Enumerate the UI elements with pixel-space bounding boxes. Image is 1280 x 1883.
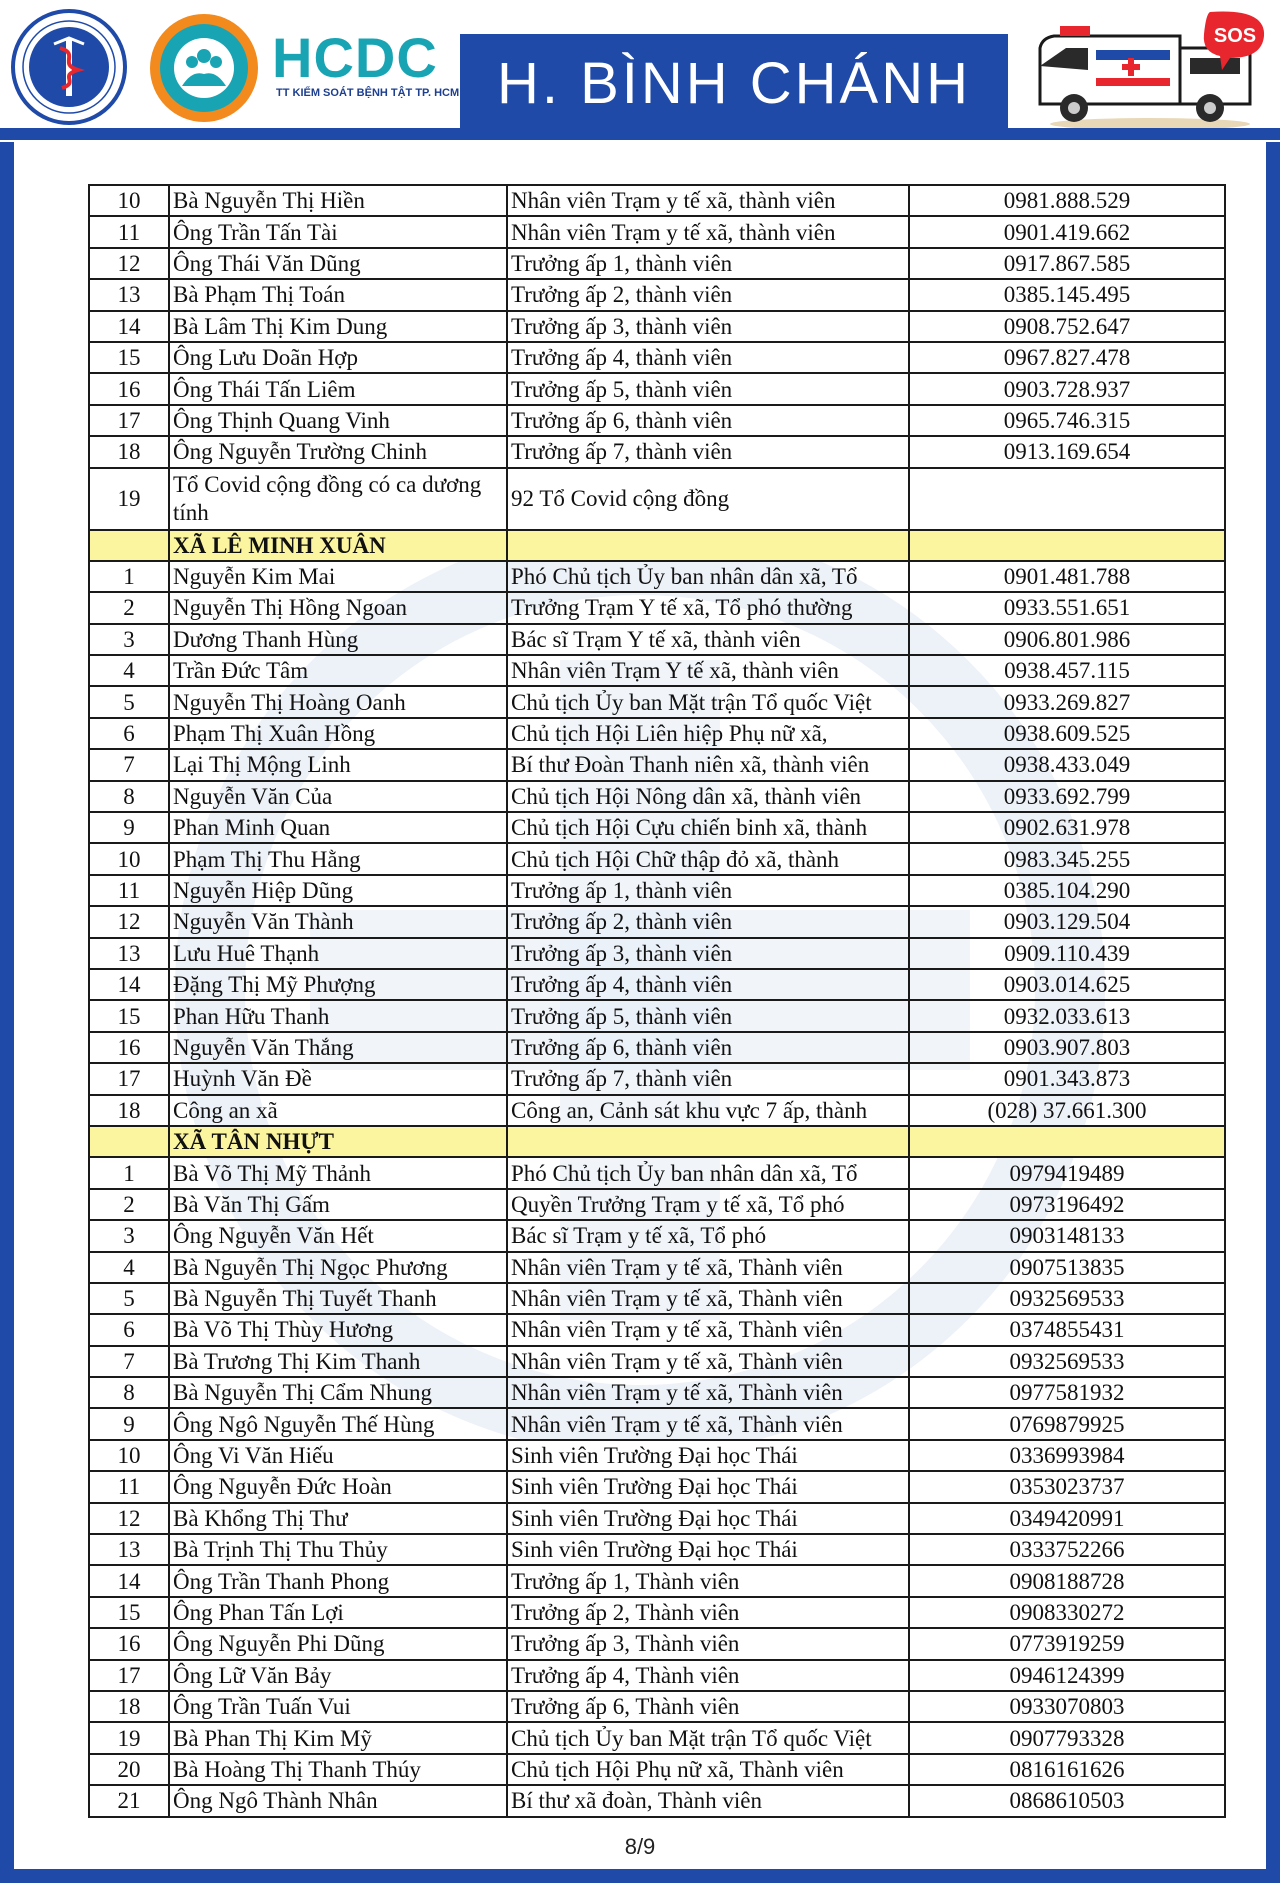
phone-number: 0906.801.986 xyxy=(909,624,1225,655)
member-role: Công an, Cảnh sát khu vực 7 ấp, thành xyxy=(507,1095,909,1126)
member-name: Bà Trương Thị Kim Thanh xyxy=(169,1346,507,1377)
member-role: Trưởng ấp 4, thành viên xyxy=(507,969,909,1000)
row-number: 7 xyxy=(89,749,169,780)
member-role: Nhân viên Trạm y tế xã, Thành viên xyxy=(507,1252,909,1283)
row-number: 3 xyxy=(89,624,169,655)
table-row xyxy=(89,561,1225,592)
row-number: 6 xyxy=(89,1314,169,1345)
member-role: Trưởng ấp 6, Thành viên xyxy=(507,1691,909,1722)
row-number: 9 xyxy=(89,812,169,843)
member-name: Ông Trần Thanh Phong xyxy=(169,1565,507,1596)
member-role: Trưởng ấp 1, thành viên xyxy=(507,248,909,279)
phone-number: 0769879925 xyxy=(909,1408,1225,1439)
member-name: Công an xã xyxy=(169,1095,507,1126)
phone-number: 0385.104.290 xyxy=(909,875,1225,906)
row-number: 11 xyxy=(89,216,169,247)
member-name: Ông Nguyễn Văn Hết xyxy=(169,1220,507,1251)
section-role-cell xyxy=(507,1126,909,1157)
member-role: Quyền Trưởng Trạm y tế xã, Tổ phó xyxy=(507,1189,909,1220)
member-name: Bà Nguyễn Thị Ngọc Phương xyxy=(169,1252,507,1283)
row-number: 18 xyxy=(89,1691,169,1722)
table-row xyxy=(89,749,1225,780)
phone-number: 0933.269.827 xyxy=(909,686,1225,717)
row-number: 8 xyxy=(89,1377,169,1408)
phone-number: 0938.433.049 xyxy=(909,749,1225,780)
contact-table-body xyxy=(89,185,1225,1817)
member-name: Ông Thái Văn Dũng xyxy=(169,248,507,279)
member-name: Bà Khổng Thị Thư xyxy=(169,1503,507,1534)
member-role: Bác sĩ Trạm y tế xã, Tổ phó xyxy=(507,1220,909,1251)
phone-number: 0353023737 xyxy=(909,1471,1225,1502)
member-name: Bà Nguyễn Thị Hiền xyxy=(169,185,507,216)
phone-number: 0909.110.439 xyxy=(909,938,1225,969)
table-row xyxy=(89,1157,1225,1188)
phone-number: 0903.907.803 xyxy=(909,1032,1225,1063)
table-row xyxy=(89,1565,1225,1596)
table-row xyxy=(89,1440,1225,1471)
member-role: Trưởng ấp 5, thành viên xyxy=(507,373,909,404)
table-row xyxy=(89,1283,1225,1314)
table-row xyxy=(89,1314,1225,1345)
member-role: Chủ tịch Ủy ban Mặt trận Tổ quốc Việt xyxy=(507,1722,909,1753)
phone-number: 0965.746.315 xyxy=(909,405,1225,436)
section-title: XÃ TÂN NHỰT xyxy=(169,1126,507,1157)
phone-number: 0903.728.937 xyxy=(909,373,1225,404)
row-number: 2 xyxy=(89,592,169,623)
phone-number: 0349420991 xyxy=(909,1503,1225,1534)
member-name: Tổ Covid cộng đồng có ca dương tính xyxy=(169,468,507,530)
table-row xyxy=(89,655,1225,686)
member-name: Bà Phạm Thị Toán xyxy=(169,279,507,310)
table-row xyxy=(89,686,1225,717)
phone-number: 0983.345.255 xyxy=(909,843,1225,874)
phone-number: 0917.867.585 xyxy=(909,248,1225,279)
row-number: 17 xyxy=(89,1660,169,1691)
row-number: 12 xyxy=(89,906,169,937)
table-row xyxy=(89,1252,1225,1283)
table-row xyxy=(89,1189,1225,1220)
table-row xyxy=(89,1722,1225,1753)
row-number: 13 xyxy=(89,279,169,310)
table-row xyxy=(89,405,1225,436)
member-name: Lại Thị Mộng Linh xyxy=(169,749,507,780)
section-role-cell xyxy=(507,530,909,561)
table-row xyxy=(89,1471,1225,1502)
row-number: 13 xyxy=(89,938,169,969)
phone-number: 0868610503 xyxy=(909,1785,1225,1816)
phone-number: 0902.631.978 xyxy=(909,812,1225,843)
phone-number: 0907513835 xyxy=(909,1252,1225,1283)
row-number: 15 xyxy=(89,1000,169,1031)
member-name: Bà Phan Thị Kim Mỹ xyxy=(169,1722,507,1753)
phone-number: 0903.014.625 xyxy=(909,969,1225,1000)
row-number: 1 xyxy=(89,561,169,592)
row-number: 12 xyxy=(89,1503,169,1534)
member-role: Trưởng ấp 4, Thành viên xyxy=(507,1660,909,1691)
phone-number: 0933.551.651 xyxy=(909,592,1225,623)
row-number: 17 xyxy=(89,1063,169,1094)
district-title: H. BÌNH CHÁNH xyxy=(496,51,972,116)
member-role: Trưởng ấp 1, Thành viên xyxy=(507,1565,909,1596)
row-number: 18 xyxy=(89,436,169,467)
table-row xyxy=(89,1691,1225,1722)
member-role: Bí thư xã đoàn, Thành viên xyxy=(507,1785,909,1816)
member-role: Trưởng ấp 7, thành viên xyxy=(507,1063,909,1094)
ambulance-sos-icon xyxy=(1030,8,1270,132)
table-row xyxy=(89,718,1225,749)
member-role: Trưởng ấp 1, thành viên xyxy=(507,875,909,906)
member-name: Ông Nguyễn Đức Hoàn xyxy=(169,1471,507,1502)
phone-number: 0901.343.873 xyxy=(909,1063,1225,1094)
table-row xyxy=(89,373,1225,404)
table-row xyxy=(89,279,1225,310)
phone-number: 0908188728 xyxy=(909,1565,1225,1596)
member-role: Chủ tịch Hội Chữ thập đỏ xã, thành xyxy=(507,843,909,874)
row-number: 5 xyxy=(89,686,169,717)
member-name: Ông Thịnh Quang Vinh xyxy=(169,405,507,436)
section-title: XÃ LÊ MINH XUÂN xyxy=(169,530,507,561)
member-role: Chủ tịch Ủy ban Mặt trận Tổ quốc Việt xyxy=(507,686,909,717)
row-number: 19 xyxy=(89,1722,169,1753)
phone-number: 0938.609.525 xyxy=(909,718,1225,749)
member-role: Chủ tịch Hội Liên hiệp Phụ nữ xã, xyxy=(507,718,909,749)
section-phone-cell xyxy=(909,1126,1225,1157)
row-number: 16 xyxy=(89,1032,169,1063)
table-row xyxy=(89,592,1225,623)
row-number: 11 xyxy=(89,1471,169,1502)
row-number: 16 xyxy=(89,1628,169,1659)
hcdc-subtitle: TT KIỂM SOÁT BỆNH TẬT TP. HCM xyxy=(276,87,460,99)
row-number: 4 xyxy=(89,655,169,686)
row-number: 14 xyxy=(89,311,169,342)
member-name: Ông Ngô Nguyễn Thế Hùng xyxy=(169,1408,507,1439)
member-name: Phan Hữu Thanh xyxy=(169,1000,507,1031)
member-name: Bà Nguyễn Thị Tuyết Thanh xyxy=(169,1283,507,1314)
phone-number: 0981.888.529 xyxy=(909,185,1225,216)
phone-number: 0816161626 xyxy=(909,1754,1225,1785)
member-role: Chủ tịch Hội Nông dân xã, thành viên xyxy=(507,781,909,812)
member-role: Nhân viên Trạm y tế xã, thành viên xyxy=(507,185,909,216)
row-number: 2 xyxy=(89,1189,169,1220)
member-name: Bà Nguyễn Thị Cẩm Nhung xyxy=(169,1377,507,1408)
member-role: Trưởng ấp 2, thành viên xyxy=(507,906,909,937)
row-number: 3 xyxy=(89,1220,169,1251)
table-row xyxy=(89,216,1225,247)
member-role: Chủ tịch Hội Phụ nữ xã, Thành viên xyxy=(507,1754,909,1785)
member-role: Trưởng ấp 4, thành viên xyxy=(507,342,909,373)
member-role: Nhân viên Trạm y tế xã, Thành viên xyxy=(507,1314,909,1345)
member-name: Ông Trần Tấn Tài xyxy=(169,216,507,247)
table-row xyxy=(89,311,1225,342)
row-number: 11 xyxy=(89,875,169,906)
member-name: Bà Võ Thị Mỹ Thảnh xyxy=(169,1157,507,1188)
section-number-cell xyxy=(89,1126,169,1157)
member-role: Trưởng ấp 2, Thành viên xyxy=(507,1597,909,1628)
member-role: Sinh viên Trường Đại học Thái xyxy=(507,1534,909,1565)
member-name: Ông Phan Tấn Lợi xyxy=(169,1597,507,1628)
phone-number: 0336993984 xyxy=(909,1440,1225,1471)
member-name: Ông Nguyễn Trường Chinh xyxy=(169,436,507,467)
member-role: Trưởng ấp 7, thành viên xyxy=(507,436,909,467)
table-row xyxy=(89,1377,1225,1408)
phone-number: 0946124399 xyxy=(909,1660,1225,1691)
table-row xyxy=(89,342,1225,373)
member-name: Đặng Thị Mỹ Phượng xyxy=(169,969,507,1000)
section-header-row xyxy=(89,1126,1225,1157)
member-name: Ông Ngô Thành Nhân xyxy=(169,1785,507,1816)
row-number: 10 xyxy=(89,1440,169,1471)
member-role: Trưởng ấp 6, thành viên xyxy=(507,1032,909,1063)
phone-number: 0907793328 xyxy=(909,1722,1225,1753)
row-number: 21 xyxy=(89,1785,169,1816)
member-role: Nhân viên Trạm Y tế xã, thành viên xyxy=(507,655,909,686)
phone-number: 0938.457.115 xyxy=(909,655,1225,686)
member-name: Bà Hoàng Thị Thanh Thúy xyxy=(169,1754,507,1785)
member-name: Dương Thanh Hùng xyxy=(169,624,507,655)
row-number: 6 xyxy=(89,718,169,749)
row-number: 1 xyxy=(89,1157,169,1188)
phone-number xyxy=(909,468,1225,530)
row-number: 14 xyxy=(89,1565,169,1596)
row-number: 9 xyxy=(89,1408,169,1439)
table-row xyxy=(89,185,1225,216)
phone-number: 0333752266 xyxy=(909,1534,1225,1565)
phone-number: 0979419489 xyxy=(909,1157,1225,1188)
page-number: 8/9 xyxy=(624,1834,656,1859)
table-row xyxy=(89,812,1225,843)
member-role: Trưởng ấp 5, thành viên xyxy=(507,1000,909,1031)
table-row xyxy=(89,1346,1225,1377)
district-banner xyxy=(460,34,1008,130)
row-number: 15 xyxy=(89,1597,169,1628)
table-row xyxy=(89,1785,1225,1816)
member-name: Ông Vi Văn Hiếu xyxy=(169,1440,507,1471)
table-row xyxy=(89,1628,1225,1659)
row-number: 7 xyxy=(89,1346,169,1377)
member-role: Bí thư Đoàn Thanh niên xã, thành viên xyxy=(507,749,909,780)
member-name: Nguyễn Thị Hoàng Oanh xyxy=(169,686,507,717)
member-role: Nhân viên Trạm y tế xã, Thành viên xyxy=(507,1283,909,1314)
table-row xyxy=(89,1063,1225,1094)
member-role: Sinh viên Trường Đại học Thái xyxy=(507,1440,909,1471)
sos-label: SOS xyxy=(1213,25,1257,47)
member-name: Nguyễn Hiệp Dũng xyxy=(169,875,507,906)
table-row xyxy=(89,1095,1225,1126)
member-name: Trần Đức Tâm xyxy=(169,655,507,686)
phone-number: 0932569533 xyxy=(909,1283,1225,1314)
phone-number: 0374855431 xyxy=(909,1314,1225,1345)
table-row xyxy=(89,938,1225,969)
table-row xyxy=(89,1660,1225,1691)
phone-number: 0933.692.799 xyxy=(909,781,1225,812)
member-name: Nguyễn Kim Mai xyxy=(169,561,507,592)
hcdc-logo-icon xyxy=(148,12,260,124)
member-name: Bà Trịnh Thị Thu Thủy xyxy=(169,1534,507,1565)
row-number: 13 xyxy=(89,1534,169,1565)
member-name: Ông Lưu Doãn Hợp xyxy=(169,342,507,373)
member-role: Trưởng ấp 3, thành viên xyxy=(507,311,909,342)
table-row xyxy=(89,969,1225,1000)
row-number: 14 xyxy=(89,969,169,1000)
phone-number: (028) 37.661.300 xyxy=(909,1095,1225,1126)
table-row xyxy=(89,1220,1225,1251)
member-name: Phạm Thị Thu Hằng xyxy=(169,843,507,874)
member-role: 92 Tổ Covid cộng đồng xyxy=(507,468,909,530)
row-number: 20 xyxy=(89,1754,169,1785)
member-name: Ông Thái Tấn Liêm xyxy=(169,373,507,404)
member-name: Bà Lâm Thị Kim Dung xyxy=(169,311,507,342)
member-name: Nguyễn Văn Thắng xyxy=(169,1032,507,1063)
member-role: Nhân viên Trạm y tế xã, Thành viên xyxy=(507,1346,909,1377)
row-number: 5 xyxy=(89,1283,169,1314)
member-name: Huỳnh Văn Đề xyxy=(169,1063,507,1094)
table-row xyxy=(89,468,1225,530)
phone-number: 0913.169.654 xyxy=(909,436,1225,467)
phone-number: 0908330272 xyxy=(909,1597,1225,1628)
phone-number: 0932569533 xyxy=(909,1346,1225,1377)
phone-number: 0908.752.647 xyxy=(909,311,1225,342)
table-row xyxy=(89,1754,1225,1785)
member-name: Ông Trần Tuấn Vui xyxy=(169,1691,507,1722)
table-row xyxy=(89,1503,1225,1534)
member-role: Trưởng ấp 3, thành viên xyxy=(507,938,909,969)
member-name: Ông Lữ Văn Bảy xyxy=(169,1660,507,1691)
phone-number: 0973196492 xyxy=(909,1189,1225,1220)
row-number: 4 xyxy=(89,1252,169,1283)
member-role: Sinh viên Trường Đại học Thái xyxy=(507,1471,909,1502)
phone-number: 0903.129.504 xyxy=(909,906,1225,937)
member-name: Bà Văn Thị Gấm xyxy=(169,1189,507,1220)
table-row xyxy=(89,1000,1225,1031)
row-number: 10 xyxy=(89,185,169,216)
table-row xyxy=(89,875,1225,906)
table-row xyxy=(89,1408,1225,1439)
header-divider xyxy=(0,128,1280,140)
member-name: Ông Nguyễn Phi Dũng xyxy=(169,1628,507,1659)
hcdc-title: HCDC xyxy=(272,26,438,89)
member-role: Phó Chủ tịch Ủy ban nhân dân xã, Tổ xyxy=(507,1157,909,1188)
member-role: Bác sĩ Trạm Y tế xã, thành viên xyxy=(507,624,909,655)
table-row xyxy=(89,624,1225,655)
table-row xyxy=(89,1032,1225,1063)
member-role: Trưởng ấp 2, thành viên xyxy=(507,279,909,310)
phone-number: 0385.145.495 xyxy=(909,279,1225,310)
row-number: 12 xyxy=(89,248,169,279)
contact-table xyxy=(88,184,1226,1818)
section-header-row xyxy=(89,530,1225,561)
row-number: 18 xyxy=(89,1095,169,1126)
member-name: Nguyễn Thị Hồng Ngoan xyxy=(169,592,507,623)
phone-number: 0903148133 xyxy=(909,1220,1225,1251)
page-header xyxy=(0,0,1280,142)
row-number: 10 xyxy=(89,843,169,874)
phone-number: 0977581932 xyxy=(909,1377,1225,1408)
member-name: Nguyễn Văn Thành xyxy=(169,906,507,937)
table-row xyxy=(89,248,1225,279)
table-row xyxy=(89,1534,1225,1565)
section-number-cell xyxy=(89,530,169,561)
member-role: Trưởng Trạm Y tế xã, Tổ phó thường xyxy=(507,592,909,623)
phone-number: 0933070803 xyxy=(909,1691,1225,1722)
member-role: Trưởng ấp 3, Thành viên xyxy=(507,1628,909,1659)
member-name: Phan Minh Quan xyxy=(169,812,507,843)
phone-number: 0932.033.613 xyxy=(909,1000,1225,1031)
table-row xyxy=(89,436,1225,467)
member-role: Chủ tịch Hội Cựu chiến binh xã, thành xyxy=(507,812,909,843)
row-number: 16 xyxy=(89,373,169,404)
member-name: Lưu Huê Thạnh xyxy=(169,938,507,969)
member-name: Phạm Thị Xuân Hồng xyxy=(169,718,507,749)
table-row xyxy=(89,1597,1225,1628)
member-name: Bà Võ Thị Thùy Hương xyxy=(169,1314,507,1345)
row-number: 15 xyxy=(89,342,169,373)
phone-number: 0901.419.662 xyxy=(909,216,1225,247)
phone-number: 0901.481.788 xyxy=(909,561,1225,592)
member-role: Phó Chủ tịch Ủy ban nhân dân xã, Tổ xyxy=(507,561,909,592)
phone-number: 0967.827.478 xyxy=(909,342,1225,373)
row-number: 8 xyxy=(89,781,169,812)
table-row xyxy=(89,906,1225,937)
member-role: Nhân viên Trạm y tế xã, Thành viên xyxy=(507,1377,909,1408)
member-role: Nhân viên Trạm y tế xã, Thành viên xyxy=(507,1408,909,1439)
member-name: Nguyễn Văn Của xyxy=(169,781,507,812)
section-phone-cell xyxy=(909,530,1225,561)
row-number: 17 xyxy=(89,405,169,436)
row-number: 19 xyxy=(89,468,169,530)
member-role: Trưởng ấp 6, thành viên xyxy=(507,405,909,436)
department-of-health-seal-icon xyxy=(10,8,128,126)
phone-number: 0773919259 xyxy=(909,1628,1225,1659)
member-role: Nhân viên Trạm y tế xã, thành viên xyxy=(507,216,909,247)
table-row xyxy=(89,781,1225,812)
table-row xyxy=(89,843,1225,874)
member-role: Sinh viên Trường Đại học Thái xyxy=(507,1503,909,1534)
